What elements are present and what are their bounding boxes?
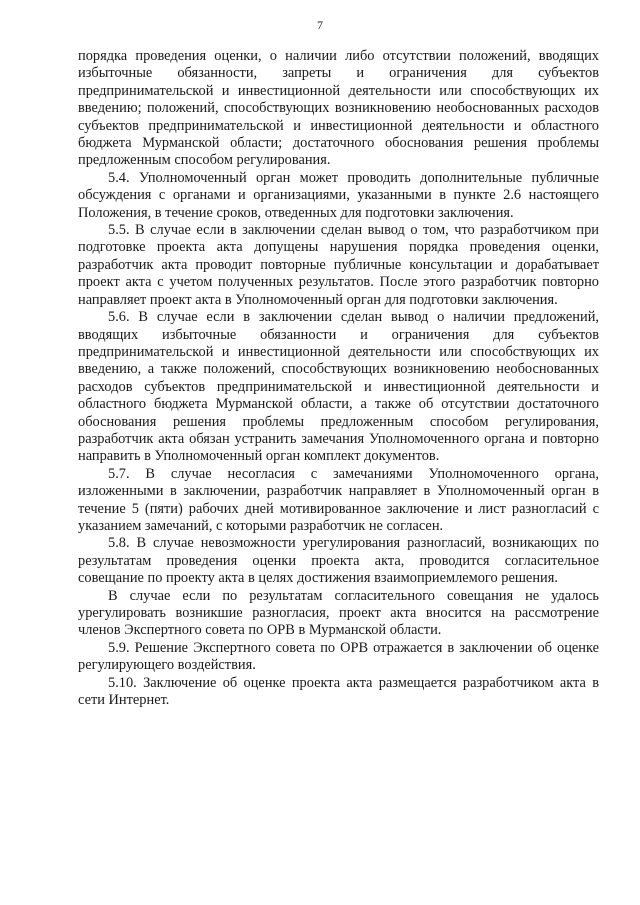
paragraph-5-5: 5.5. В случае если в заключении сделан вывод о том, что разработчиком при подготовке проекта акта допущены нарушения порядка проведения оценки, разработчик акта проводит повторные публичные консультации и дорабатывает проект акта с учетом полученных результатов. После этого разработчик повторно направляет проект акта в Уполномоченный орган для подготовки заключения. xyxy=(78,222,599,308)
paragraph-5-4: 5.4. Уполномоченный орган может проводить дополнительные публичные обсуждения с органами и организациями, указанными в пункте 2.6 настоящего Положения, в течение сроков, отведенных для подготовки заключения. xyxy=(78,169,599,221)
document-body xyxy=(78,48,599,709)
paragraph-continuation: порядка проведения оценки, о наличии либо отсутствии положений, вводящих избыточные обязанности, запреты и ограничения для субъектов предпринимательской и инвестиционной деятельности или способствующих их введению; положений, способствующих возникновению необоснованных расходов субъектов предпринимательской и инвестиционной деятельности и областного бюджета Мурманской области; достаточного обоснования решения проблемы предложенным способом регулирования. xyxy=(78,48,599,169)
paragraph-5-9: 5.9. Решение Экспертного совета по ОРВ отражается в заключении об оценке регулирующего воздействия. xyxy=(78,639,599,674)
paragraph-5-8: 5.8. В случае невозможности урегулирования разногласий, возникающих по результатам проведения оценки проекта акта, проводится согласительное совещание по проекту акта в целях достижения взаимоприемлемого решения. xyxy=(78,535,599,587)
paragraph-5-10: 5.10. Заключение об оценке проекта акта размещается разработчиком акта в сети Интернет. xyxy=(78,674,599,709)
paragraph-5-6: 5.6. В случае если в заключении сделан вывод о наличии предложений, вводящих избыточные обязанности и ограничения для субъектов предпринимательской и инвестиционной деятельности или способствующих их введению, а также положений, способствующих возникновению необоснованных расходов субъектов предпринимательской и инвестиционной деятельности и областного бюджета Мурманской области, а также об отсутствии достаточного обоснования решения проблемы предложенным способом регулирования, разработчик акта обязан устранить замечания Уполномоченного органа и повторно направить в Уполномоченный орган комплект документов. xyxy=(78,309,599,465)
paragraph-5-8-continued: В случае если по результатам согласительного совещания не удалось урегулировать возникшие разногласия, проект акта вносится на рассмотрение членов Экспертного совета по ОРВ в Мурманской области. xyxy=(78,587,599,639)
page-number: 7 xyxy=(317,18,323,32)
paragraph-5-7: 5.7. В случае несогласия с замечаниями Уполномоченного органа, изложенными в заключении, разработчик направляет в Уполномоченный орган в течение 5 (пяти) рабочих дней мотивированное заключение и лист разногласий с указанием замечаний, с которыми разработчик не согласен. xyxy=(78,465,599,534)
